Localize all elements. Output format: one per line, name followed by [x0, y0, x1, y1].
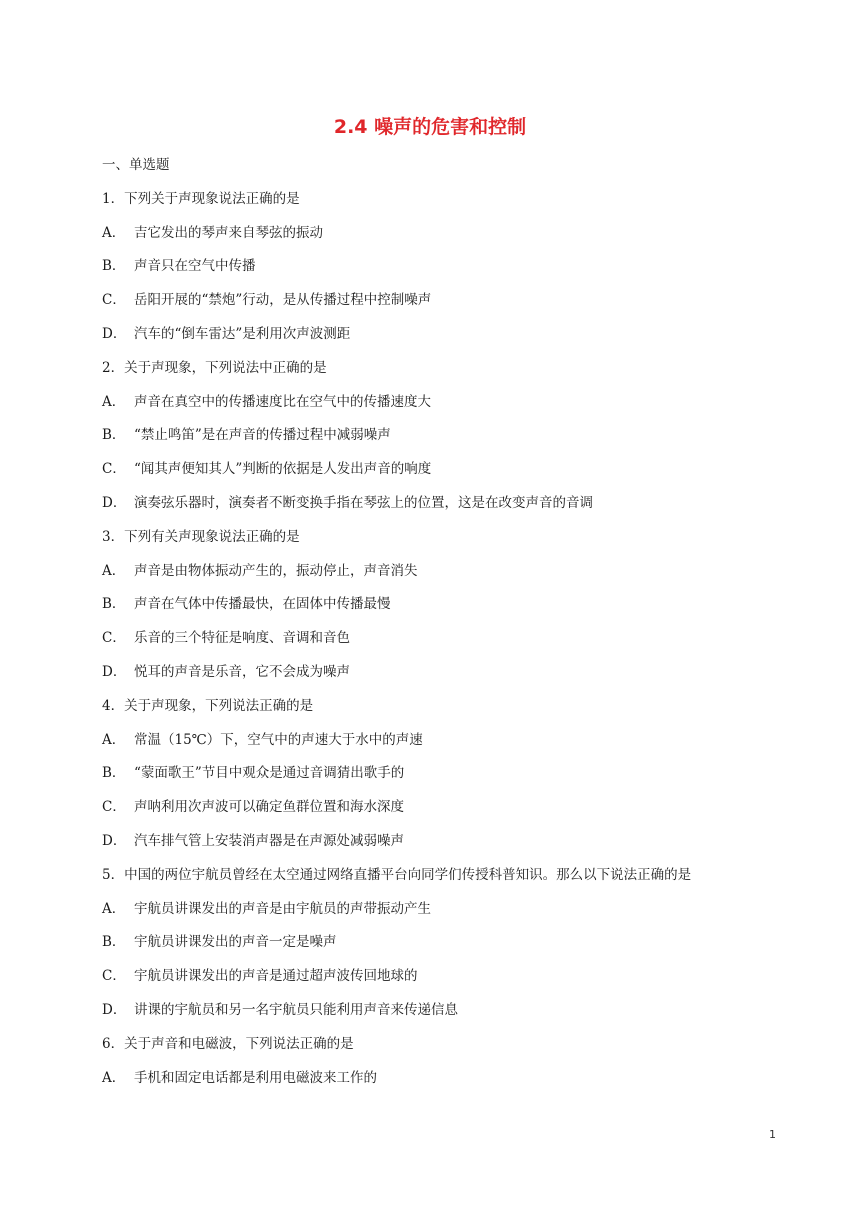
- option-text: 讲课的宇航员和另一名宇航员只能利用声音来传递信息: [134, 1001, 458, 1018]
- option-b: [102, 762, 782, 796]
- option-a: [102, 222, 782, 256]
- option-letter: C．: [102, 461, 126, 478]
- option-text: 声音在真空中的传播速度比在空气中的传播速度大: [134, 393, 431, 410]
- option-a: [102, 391, 782, 425]
- option-text: 吉它发出的琴声来自琴弦的振动: [134, 224, 323, 241]
- option-letter: C．: [102, 968, 126, 985]
- page-title: 2.4 噪声的危害和控制: [333, 116, 527, 138]
- option-text: “禁止鸣笛”是在声音的传播过程中减弱噪声: [134, 427, 391, 444]
- option-b: [102, 931, 782, 965]
- option-letter: A．: [102, 393, 126, 410]
- option-b: [102, 593, 782, 627]
- option-c: [102, 458, 782, 492]
- section-heading: 一、单选题: [102, 157, 170, 173]
- option-letter: A．: [102, 900, 126, 917]
- option-letter: D．: [102, 494, 127, 511]
- option-text: 手机和固定电话都是利用电磁波来工作的: [134, 1069, 377, 1086]
- option-text: 宇航员讲课发出的声音是通过超声波传回地球的: [134, 968, 418, 985]
- option-text: 常温（15℃）下，空气中的声速大于水中的声速: [134, 731, 423, 748]
- question-stem: 3．下列有关声现象说法正确的是: [102, 528, 300, 545]
- option-letter: B．: [102, 258, 126, 275]
- option-letter: A．: [102, 562, 126, 579]
- question: [102, 1033, 782, 1101]
- option-d: [102, 661, 782, 695]
- option-letter: B．: [102, 427, 126, 444]
- option-text: 声音在气体中传播最快，在固体中传播最慢: [134, 596, 391, 613]
- option-text: “闻其声便知其人”判断的依据是人发出声音的响度: [134, 461, 432, 478]
- option-letter: B．: [102, 765, 126, 782]
- option-text: 岳阳开展的“禁炮”行动，是从传播过程中控制噪声: [134, 292, 432, 309]
- question: [102, 864, 782, 1033]
- option-letter: D．: [102, 663, 127, 680]
- option-a: [102, 1067, 782, 1101]
- option-letter: B．: [102, 934, 126, 951]
- option-text: 悦耳的声音是乐音，它不会成为噪声: [134, 663, 350, 680]
- page-number: 1: [769, 1128, 776, 1141]
- option-letter: A．: [102, 1069, 126, 1086]
- option-text: “蒙面歌王”节目中观众是通过音调猜出歌手的: [134, 765, 405, 782]
- question: [102, 526, 782, 695]
- option-c: [102, 627, 782, 661]
- option-a: [102, 898, 782, 932]
- option-text: 汽车的“倒车雷达”是利用次声波测距: [134, 325, 351, 342]
- question: [102, 695, 782, 864]
- option-c: [102, 965, 782, 999]
- option-b: [102, 255, 782, 289]
- question-stem: 2．关于声现象，下列说法中正确的是: [102, 359, 327, 376]
- document-content: [102, 154, 782, 1100]
- option-d: [102, 492, 782, 526]
- option-letter: D．: [102, 832, 127, 849]
- option-letter: A．: [102, 224, 126, 241]
- question-stem: 4．关于声现象，下列说法正确的是: [102, 697, 314, 714]
- question-stem: 5．中国的两位宇航员曾经在太空通过网络直播平台向同学们传授科普知识。那么以下说法正确的是: [102, 866, 692, 883]
- option-letter: A．: [102, 731, 126, 748]
- option-text: 声音只在空气中传播: [134, 258, 256, 275]
- option-text: 乐音的三个特征是响度、音调和音色: [134, 630, 350, 647]
- option-letter: C．: [102, 292, 126, 309]
- option-d: [102, 830, 782, 864]
- option-d: [102, 999, 782, 1033]
- option-b: [102, 424, 782, 458]
- option-text: 宇航员讲课发出的声音是由宇航员的声带振动产生: [134, 900, 431, 917]
- option-d: [102, 323, 782, 357]
- option-text: 演奏弦乐器时，演奏者不断变换手指在琴弦上的位置，这是在改变声音的音调: [134, 494, 593, 511]
- option-letter: D．: [102, 1001, 127, 1018]
- option-text: 声呐利用次声波可以确定鱼群位置和海水深度: [134, 799, 404, 816]
- option-text: 汽车排气管上安装消声器是在声源处减弱噪声: [134, 832, 404, 849]
- question: [102, 188, 782, 357]
- option-letter: B．: [102, 596, 126, 613]
- option-text: 声音是由物体振动产生的，振动停止，声音消失: [134, 562, 418, 579]
- option-c: [102, 289, 782, 323]
- option-letter: D．: [102, 325, 127, 342]
- option-c: [102, 796, 782, 830]
- question-stem: 1．下列关于声现象说法正确的是: [102, 190, 300, 207]
- option-letter: C．: [102, 799, 126, 816]
- option-text: 宇航员讲课发出的声音一定是噪声: [134, 934, 337, 951]
- question: [102, 357, 782, 526]
- option-letter: C．: [102, 630, 126, 647]
- option-a: [102, 560, 782, 594]
- option-a: [102, 729, 782, 763]
- question-stem: 6．关于声音和电磁波，下列说法正确的是: [102, 1035, 354, 1052]
